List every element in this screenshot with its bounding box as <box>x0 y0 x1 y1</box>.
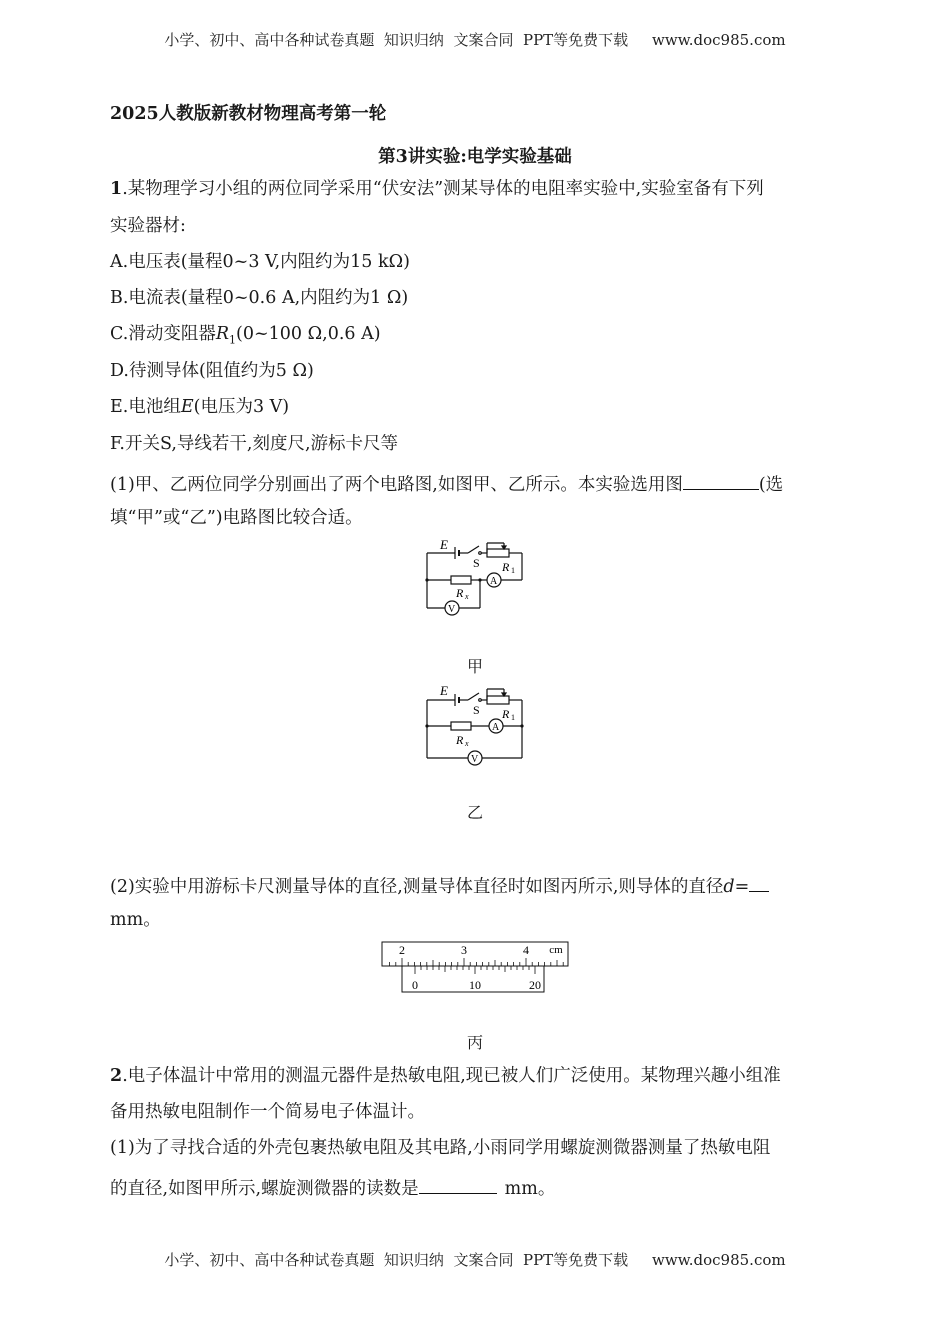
q1-intro-line2: 实验器材: <box>110 216 186 236</box>
q1-option-e-rest: (电压为3 V) <box>193 397 290 417</box>
caliper-main-scale <box>382 942 568 966</box>
label-r1-sub: 1 <box>511 566 515 575</box>
q1-intro-line1 <box>110 179 845 199</box>
q2-part1-text: 的直径,如图甲所示,螺旋测微器的读数是 <box>110 1179 419 1199</box>
q2-part1-line1: (1)为了寻找合适的外壳包裹热敏电阻及其电路,小雨同学用螺旋测微器测量了热敏电阻 <box>110 1138 771 1158</box>
vernier-label-10: 10 <box>469 978 481 992</box>
document-title: 2025人教版新教材物理高考第一轮 <box>110 104 387 124</box>
q1-part1-line1 <box>110 471 845 495</box>
label-v: V <box>471 754 479 765</box>
q2-part1-unit: mm。 <box>504 1179 556 1199</box>
q1-option-a: A.电压表(量程0~3 V,内阻约为15 kΩ) <box>110 252 410 272</box>
q2-intro-text: .电子体温计中常用的测温元器件是热敏电阻,现已被人们广泛使用。某物理兴趣小组准 <box>122 1066 781 1086</box>
q2-part1-line2 <box>110 1175 845 1199</box>
label-e: E <box>440 537 448 552</box>
label-a: A <box>492 722 500 733</box>
figure-caption-jia: 甲 <box>466 657 483 676</box>
resistor-rx <box>451 576 471 584</box>
q1-option-e-text: E.电池组 <box>110 397 181 417</box>
q1-option-c <box>110 324 845 351</box>
q1-option-c-text: C.滑动变阻器 <box>110 324 216 344</box>
label-r1: R <box>502 707 510 721</box>
resistor-rx <box>451 722 471 730</box>
label-rx: R <box>456 586 464 600</box>
switch-blade <box>468 546 479 553</box>
junction-dot <box>520 724 523 727</box>
main-scale-unit: cm <box>549 944 563 956</box>
vernier-caliper-figure <box>378 938 572 996</box>
rheostat-r1 <box>487 696 509 704</box>
vernier-label-20: 20 <box>529 978 541 992</box>
main-scale-label-3: 3 <box>461 943 467 957</box>
section-title: 第3讲实验:电学实验基础 <box>378 147 572 167</box>
label-r1: R <box>502 560 510 574</box>
q1-option-c-sub: 1 <box>229 333 237 347</box>
vernier-label-0: 0 <box>412 978 418 992</box>
q1-part1-answer-blank[interactable] <box>683 471 759 490</box>
switch-blade <box>468 693 479 700</box>
q1-number: 1 <box>110 179 123 199</box>
label-v: V <box>448 604 456 615</box>
q1-option-b: B.电流表(量程0~0.6 A,内阻约为1 Ω) <box>110 288 409 308</box>
q1-part2-eq: = <box>734 877 750 897</box>
page-header: 小学、初中、高中各种试卷真题 知识归纳 文案合同 PPT等免费下载 www.doc985.com <box>164 31 786 49</box>
junction-dot <box>478 578 481 581</box>
rheostat-r1 <box>487 549 509 557</box>
q1-part2-var: d <box>723 877 735 897</box>
junction-dot <box>425 578 428 581</box>
junction-dot <box>425 724 428 727</box>
q2-part1-answer-blank[interactable] <box>419 1175 497 1194</box>
q1-option-f: F.开关S,导线若干,刻度尺,游标卡尺等 <box>110 434 399 454</box>
label-rx: R <box>456 733 464 747</box>
q1-part2-text: (2)实验中用游标卡尺测量导体的直径,测量导体直径时如图丙所示,则导体的直径 <box>110 877 724 897</box>
label-s: S <box>473 703 480 717</box>
figure-caption-bing: 丙 <box>466 1033 483 1052</box>
q1-part2-answer-blank[interactable] <box>749 873 769 892</box>
q1-part2-line1 <box>110 873 845 897</box>
circuit-diagram-yi <box>418 678 530 770</box>
figure-caption-yi: 乙 <box>466 803 483 822</box>
q1-part1-text-b: (选 <box>758 475 784 495</box>
main-scale-label-2: 2 <box>399 943 405 957</box>
label-a: A <box>490 576 498 587</box>
label-r1-sub: 1 <box>511 713 515 722</box>
page-footer: 小学、初中、高中各种试卷真题 知识归纳 文案合同 PPT等免费下载 www.doc985.com <box>164 1251 786 1269</box>
label-e: E <box>440 683 448 698</box>
switch-contact <box>479 699 482 702</box>
main-scale-label-4: 4 <box>523 943 529 957</box>
q1-option-c-range: (0~100 Ω,0.6 A) <box>236 324 381 344</box>
circuit-diagram-jia <box>418 535 530 625</box>
q1-option-d: D.待测导体(阻值约为5 Ω) <box>110 361 314 381</box>
label-rx-sub: x <box>465 592 469 601</box>
q1-part2-line2: mm。 <box>110 910 161 930</box>
q1-option-c-var: R <box>215 324 230 344</box>
q1-option-e-var: E <box>180 397 194 417</box>
switch-contact <box>479 552 482 555</box>
q2-number: 2 <box>110 1066 123 1086</box>
label-s: S <box>473 556 480 570</box>
q1-part1-text: (1)甲、乙两位同学分别画出了两个电路图,如图甲、乙所示。本实验选用图 <box>110 475 683 495</box>
q1-option-e <box>110 397 845 417</box>
q2-intro-line1 <box>110 1066 845 1086</box>
q2-intro-line2: 备用热敏电阻制作一个简易电子体温计。 <box>110 1102 425 1122</box>
q1-intro-text: .某物理学习小组的两位同学采用“伏安法”测某导体的电阻率实验中,实验室备有下列 <box>122 179 764 199</box>
label-rx-sub: x <box>465 739 469 748</box>
q1-part1-line2: 填“甲”或“乙”)电路图比较合适。 <box>110 508 363 528</box>
